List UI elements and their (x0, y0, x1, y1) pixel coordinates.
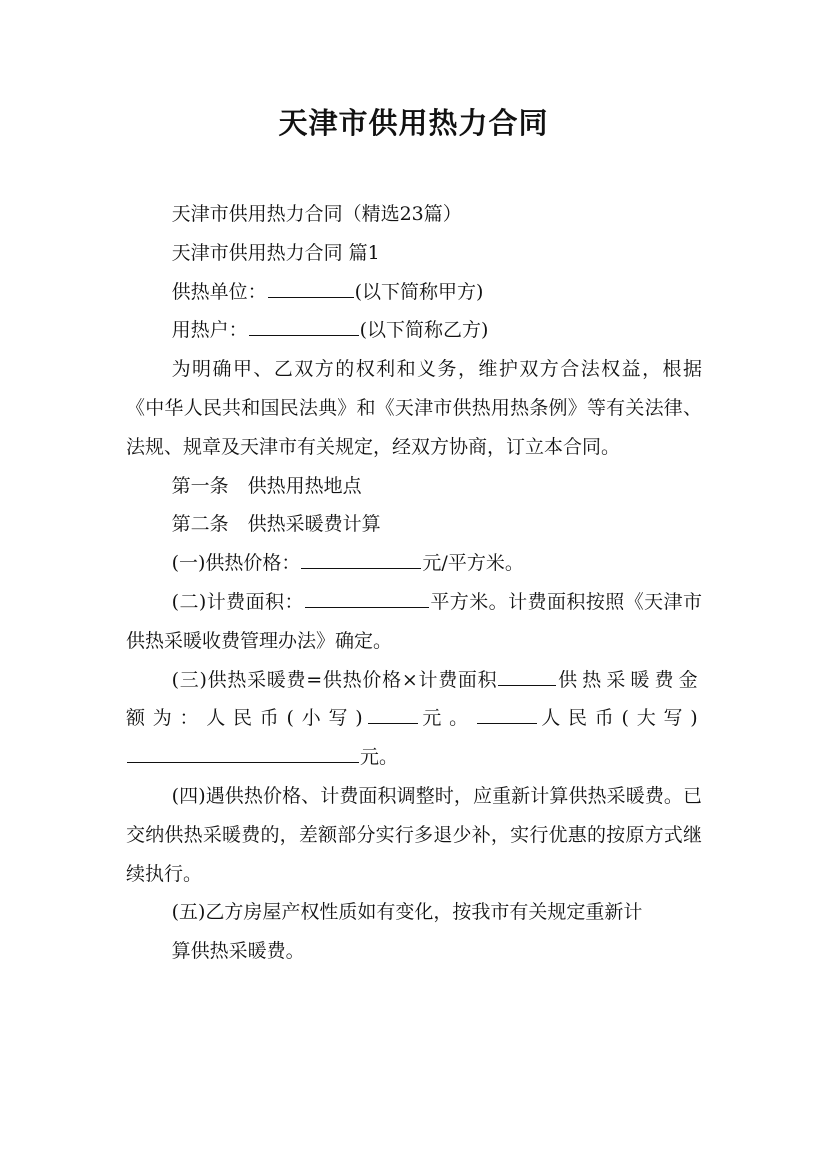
item-2-prefix: (二)计费面积： (171, 590, 304, 613)
item-2-suffix: 平方米。计费面积按照《天津市供热采暖收费管理办法》确定。 (126, 590, 702, 652)
supplier-blank[interactable] (268, 275, 354, 298)
user-line (126, 311, 702, 350)
article-1: 第一条 供热用热地点 (171, 474, 362, 497)
item-5: (五)乙方房屋产权性质如有变化，按我市有关规定重新计 (171, 901, 643, 924)
formula-blank[interactable] (498, 663, 556, 686)
item-1-prefix: (一)供热价格： (171, 552, 301, 575)
heading-part: 天津市供用热力合同 篇1 (171, 241, 380, 264)
item-3-mid2: 元。 (418, 707, 476, 730)
heading-main: 天津市供用热力合同（精选23篇） (171, 203, 462, 225)
supplier-suffix: (以下简称甲方) (354, 280, 484, 303)
supplier-line (126, 273, 702, 312)
document-body (126, 195, 702, 971)
amount-large-blank[interactable] (127, 740, 359, 763)
item-5-continued: 算供热采暖费。 (171, 940, 305, 963)
item-2 (126, 583, 702, 661)
user-blank[interactable] (249, 314, 359, 337)
item-3-prefix: (三)供热采暖费=供热价格×计费面积 (171, 668, 498, 691)
price-blank[interactable] (301, 546, 421, 569)
user-label: 用热户： (171, 319, 248, 342)
item-1 (126, 544, 702, 583)
item-4: (四)遇供热价格、计费面积调整时，应重新计算供热采暖费。已交纳供热采暖费的，差额部分实行多退少补，实行优惠的按原方式继续执行。 (126, 784, 702, 885)
article-2: 第二条 供热采暖费计算 (171, 513, 381, 536)
area-blank[interactable] (305, 585, 429, 608)
item-3 (126, 661, 702, 777)
item-3-suffix: 元。 (360, 746, 399, 769)
intro-paragraph: 为明确甲、乙双方的权利和义务，维护双方合法权益，根据《中华人民共和国民法典》和《天津市供热用热条例》等有关法律、法规、规章及天津市有关规定，经双方协商，订立本合同。 (126, 358, 702, 458)
document-title: 天津市供用热力合同 (278, 106, 549, 140)
item-3-mid3: 人民币(大写) (537, 707, 702, 730)
item-1-suffix: 元/平方米。 (422, 552, 524, 575)
amount-gap-blank[interactable] (477, 702, 537, 725)
amount-small-blank[interactable] (368, 702, 418, 725)
item-3-mid1: 供热采暖费金额为：人民币(小写) (126, 668, 702, 730)
user-suffix: (以下简称乙方) (359, 319, 489, 342)
supplier-label: 供热单位： (171, 280, 267, 303)
